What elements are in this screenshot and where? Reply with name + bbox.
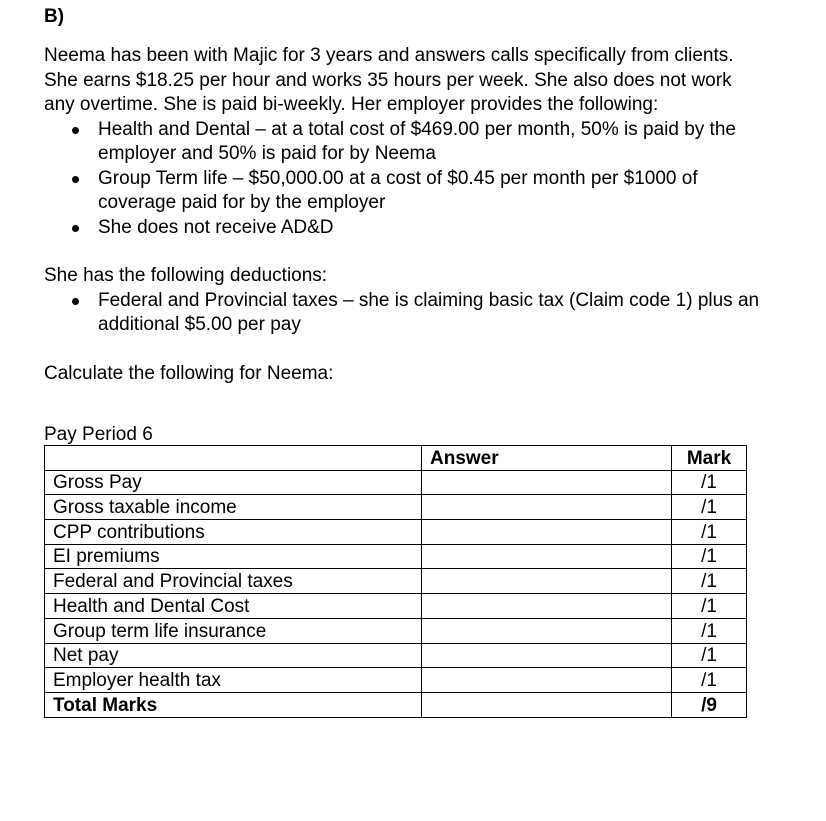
mark-cell: /1 xyxy=(672,520,747,545)
spacer xyxy=(44,240,764,264)
total-mark-cell: /9 xyxy=(672,692,747,717)
row-item-label: EI premiums xyxy=(45,544,422,569)
mark-cell: /1 xyxy=(672,495,747,520)
benefits-list xyxy=(44,118,764,241)
answer-cell[interactable] xyxy=(422,495,672,520)
mark-cell: /1 xyxy=(672,544,747,569)
intro-paragraph-1: Neema has been with Majic for 3 years and answers calls specifically from clients. xyxy=(44,45,734,66)
answer-cell[interactable] xyxy=(422,470,672,495)
mark-cell: /1 xyxy=(672,618,747,643)
answer-cell[interactable] xyxy=(422,668,672,693)
benefit-item-add: She does not receive AD&D xyxy=(44,216,764,241)
table-row xyxy=(45,618,747,643)
header-answer: Answer xyxy=(422,446,672,471)
row-item-label: Employer health tax xyxy=(45,668,422,693)
section-heading: B) xyxy=(44,6,65,27)
row-item-label: Federal and Provincial taxes xyxy=(45,569,422,594)
row-item-label: Net pay xyxy=(45,643,422,668)
mark-cell: /1 xyxy=(672,668,747,693)
answer-cell[interactable] xyxy=(422,569,672,594)
deduction-item-taxes: Federal and Provincial taxes – she is claiming basic tax (Claim code 1) plus an additional $5.00 per pay xyxy=(44,289,764,338)
task-instruction: Calculate the following for Neema: xyxy=(44,362,334,384)
intro-paragraph-2: She earns $18.25 per hour and works 35 hours per week. She also does not work any overtime. She is paid bi-weekly. Her employer provides the following: xyxy=(44,69,732,115)
benefit-item-group-term-life: Group Term life – $50,000.00 at a cost of $0.45 per month per $1000 of coverage paid for by the employer xyxy=(44,167,764,216)
answer-cell[interactable] xyxy=(422,544,672,569)
benefit-item-health-dental: Health and Dental – at a total cost of $469.00 per month, 50% is paid by the employer and 50% is paid for by Neema xyxy=(44,118,764,167)
table-row xyxy=(45,520,747,545)
total-answer-cell[interactable] xyxy=(422,692,672,717)
total-row xyxy=(45,692,747,717)
mark-cell: /1 xyxy=(672,470,747,495)
row-item-label: CPP contributions xyxy=(45,520,422,545)
row-item-label: Gross Pay xyxy=(45,470,422,495)
row-item-label: Group term life insurance xyxy=(45,618,422,643)
answer-cell[interactable] xyxy=(422,594,672,619)
mark-cell: /1 xyxy=(672,569,747,594)
table-row xyxy=(45,643,747,668)
table-row xyxy=(45,668,747,693)
header-mark: Mark xyxy=(672,446,747,471)
spacer xyxy=(44,386,764,424)
table-row xyxy=(45,569,747,594)
table-row xyxy=(45,594,747,619)
answer-cell[interactable] xyxy=(422,643,672,668)
table-row xyxy=(45,495,747,520)
deductions-intro: She has the following deductions: xyxy=(44,265,328,286)
deductions-list xyxy=(44,289,764,338)
table-header-row xyxy=(45,446,747,471)
pay-period-label: Pay Period 6 xyxy=(44,424,153,445)
answer-cell[interactable] xyxy=(422,520,672,545)
row-item-label: Gross taxable income xyxy=(45,495,422,520)
table-row xyxy=(45,544,747,569)
total-label: Total Marks xyxy=(45,692,422,717)
table-row xyxy=(45,470,747,495)
mark-cell: /1 xyxy=(672,594,747,619)
mark-cell: /1 xyxy=(672,643,747,668)
document-page xyxy=(44,5,764,718)
spacer xyxy=(44,338,764,362)
calculation-table xyxy=(44,445,747,718)
row-item-label: Health and Dental Cost xyxy=(45,594,422,619)
answer-cell[interactable] xyxy=(422,618,672,643)
header-item xyxy=(45,446,422,471)
